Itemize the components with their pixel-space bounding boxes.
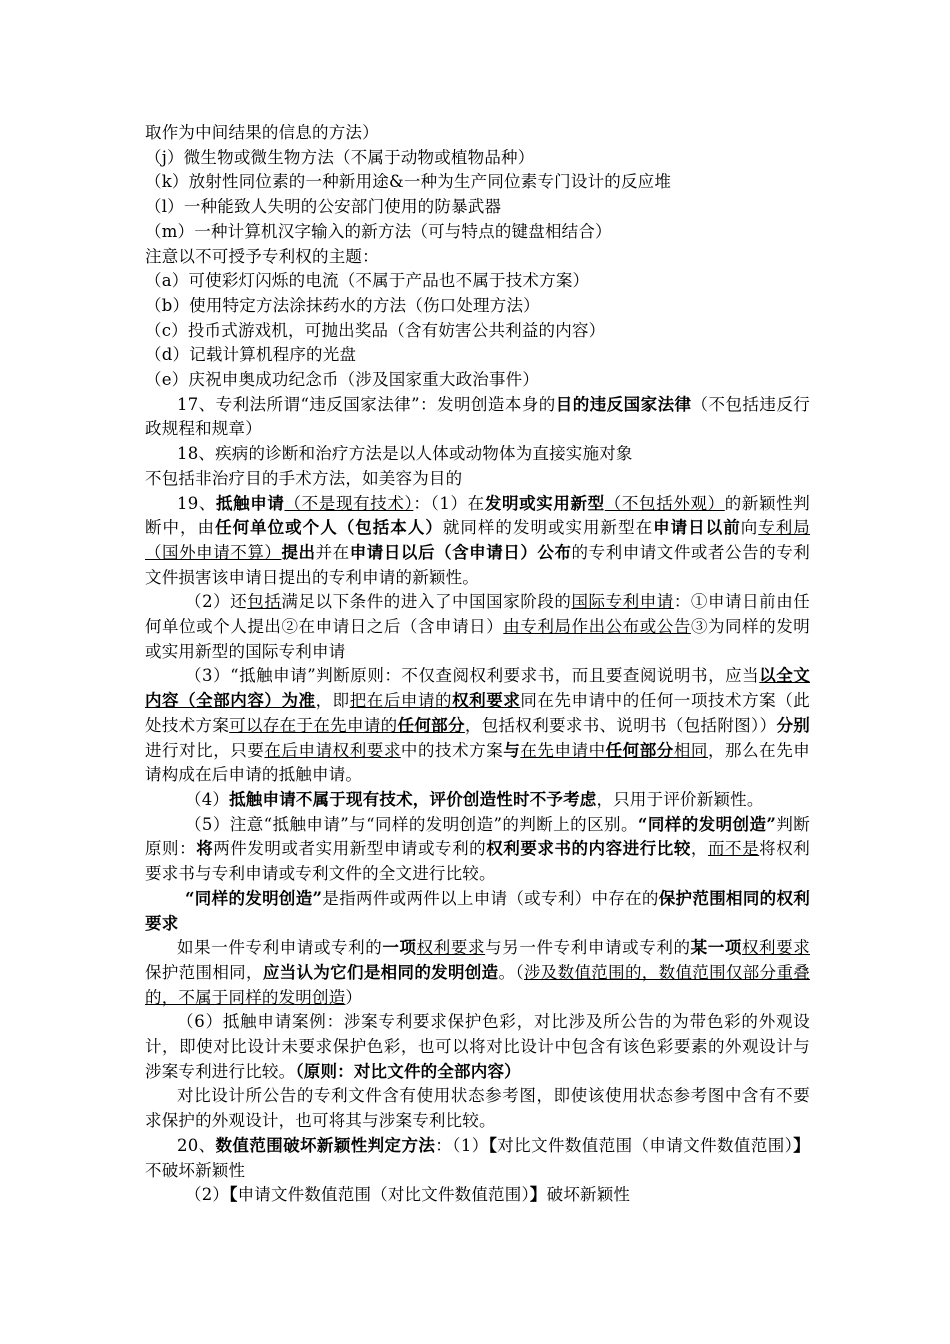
paragraph-18-cont: 不包括非治疗目的手术方法，如美容为目的 bbox=[145, 468, 463, 488]
text-line: 取作为中间结果的信息的方法） bbox=[145, 123, 379, 142]
list-item-l: （l）一种能致人失明的公安部门使用的防暴武器 bbox=[145, 197, 502, 217]
list-item-k: （k）放射性同位素的一种新用途&一种为生产同位素专门设计的反应堆 bbox=[145, 172, 672, 192]
paragraph-same-invention: “同样的发明创造”是指两件或两件以上申请（或专利）中存在的保护范围相同的权利要求 bbox=[145, 888, 810, 933]
paragraph-18: 18、疾病的诊断和治疗方法是以人体或动物体为直接实施对象 bbox=[177, 444, 633, 464]
paragraph-20-2: （2）【申请文件数值范围（对比文件数值范围）】破坏新颖性 bbox=[185, 1185, 631, 1205]
paragraph-17: 17、专利法所谓“违反国家法律”：发明创造本身的目的违反国家法律（不包括违反行政规程和规章） bbox=[145, 394, 811, 439]
note-heading: 注意以不可授予专利权的主题： bbox=[145, 246, 379, 266]
list-item-d: （d）记载计算机程序的光盘 bbox=[145, 345, 357, 365]
paragraph-if: 如果一件专利申请或专利的一项权利要求与另一件专利申请或专利的某一项权利要求保护范围相同，应当认为它们是相同的发明创造。（涉及数值范围的，数值范围仅部分重叠的，不属于同样的发明创造） bbox=[145, 938, 810, 1007]
document-page bbox=[145, 121, 810, 1208]
paragraph-19-6: （6）抵触申请案例：涉案专利要求保护色彩，对比涉及所公告的为带色彩的外观设计，即使对比设计未要求保护色彩，也可以将对比设计中包含有该色彩要素的外观设计与涉案专利进行比较。（原则：对比文件的全部内容） bbox=[145, 1012, 810, 1081]
paragraph-19-2: （2）还包括满足以下条件的进入了中国国家阶段的国际专利申请：①申请日前由任何单位或个人提出②在申请日之后（含申请日）由专利局作出公布或公告③为同样的发明或实用新型的国际专利申请 bbox=[145, 592, 810, 661]
list-item-e: （e）庆祝申奥成功纪念币（涉及国家重大政治事件） bbox=[145, 370, 540, 390]
paragraph-compare: 对比设计所公告的专利文件含有使用状态参考图，即使该使用状态参考图中含有不要求保护的外观设计，也可将其与涉案专利比较。 bbox=[145, 1086, 810, 1131]
list-item-m: （m）一种计算机汉字输入的新方法（可与特点的键盘相结合） bbox=[145, 221, 612, 241]
list-item-a: （a）可使彩灯闪烁的电流（不属于产品也不属于技术方案） bbox=[145, 271, 590, 291]
list-item-c: （c）投币式游戏机，可抛出奖品（含有妨害公共利益的内容） bbox=[145, 320, 606, 340]
paragraph-19: 19、抵触申请（不是现有技术）：（1）在发明或实用新型（不包括外观）的新颖性判断中，由任何单位或个人（包括本人）就同样的发明或实用新型在申请日以前向专利局（国外申请不算）提出并在申请日以后（含申请日）公布的专利申请文件或者公告的专利文件损害该申请日提出的专利申请的新颖性。 bbox=[145, 493, 811, 587]
list-item-b: （b）使用特定方法涂抹药水的方法（伤口处理方法） bbox=[145, 295, 540, 315]
paragraph-19-3: （3）“抵触申请”判断原则：不仅查阅权利要求书，而且要查阅说明书，应当以全文内容（全部内容）为准，即把在后申请的权利要求同在先申请中的任何一项技术方案（此处技术方案可以存在于在先申请的任何部分，包括权利要求书、说明书（包括附图））分别进行对比，只要在后申请权利要求中的技术方案与在先申请中任何部分相同，那么在先申请构成在后申请的抵触申请。 bbox=[145, 666, 811, 785]
paragraph-19-4: （4）抵触申请不属于现有技术，评价创造性时不予考虑，只用于评价新颖性。 bbox=[185, 789, 764, 809]
paragraph-20: 20、数值范围破坏新颖性判定方法：（1）【对比文件数值范围（申请文件数值范围）】不破坏新颖性 bbox=[145, 1135, 810, 1180]
list-item-j: （j）微生物或微生物方法（不属于动物或植物品种） bbox=[145, 147, 535, 167]
paragraph-19-5: （5）注意“抵触申请”与“同样的发明创造”的判断上的区别。“同样的发明创造”判断原则：将两件发明或者实用新型申请或专利的权利要求书的内容进行比较，而不是将权利要求书与专利申请或专利文件的全文进行比较。 bbox=[145, 814, 810, 884]
